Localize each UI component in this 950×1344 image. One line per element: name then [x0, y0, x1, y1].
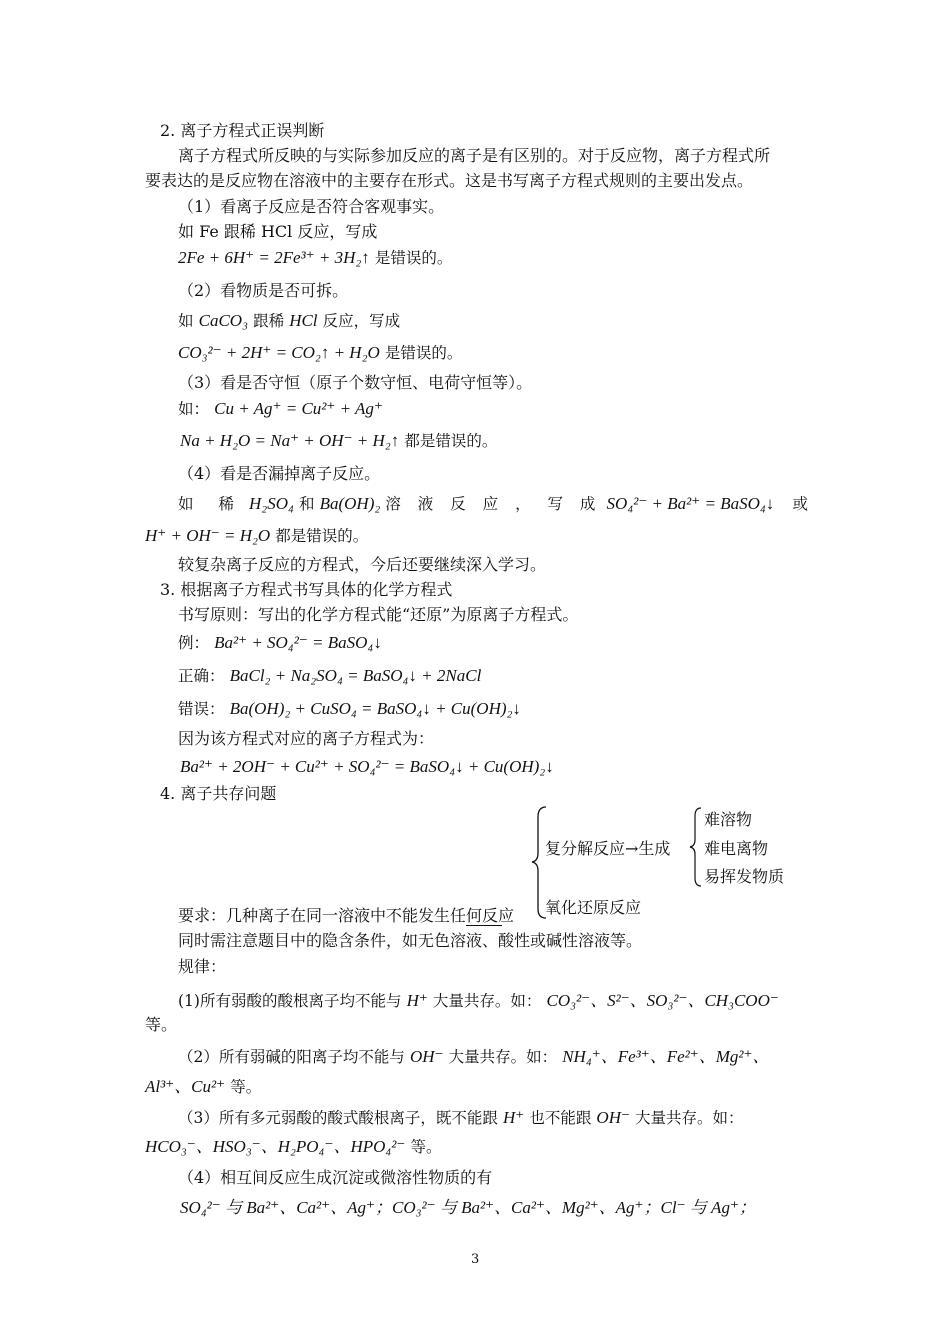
equation: Cu + Ag⁺ = Cu²⁺ + Ag⁺ [214, 399, 383, 418]
law-4: （4）相互间反应生成沉淀或微溶性物质的有 [178, 1168, 493, 1187]
equation: BaCl₂ + Na₂SO₄ = BaSO₄↓ + 2NaCl [229, 666, 482, 685]
tree-branch: 复分解反应→生成 [545, 839, 671, 858]
tree-branch: 氧化还原反应 [545, 898, 642, 917]
law-2-cont: Al³⁺、Cu²⁺ 等。 [145, 1077, 262, 1096]
equation-line: 错误： Ba(OH)₂ + CuSO₄ = BaSO₄↓ + Cu(OH)₂↓ [178, 699, 521, 718]
requirement: 要求：几种离子在同一溶液中不能发生任何反应 [178, 906, 515, 925]
law-3: （3）所有多元弱酸的酸式酸根离子，既不能跟 H⁺ 也不能跟 OH⁻ 大量共存。如： [178, 1108, 744, 1127]
paragraph-line: 因为该方程式对应的离子方程式为： [178, 729, 435, 748]
underline [466, 925, 502, 926]
equation-line: 正确： BaCl₂ + Na₂SO₄ = BaSO₄↓ + 2NaCl [178, 666, 482, 685]
paragraph-line: 要表达的是反应物在溶液中的主要存在形式。这是书写离子方程式规则的主要出发点。 [145, 171, 754, 190]
equation-line [180, 756, 554, 778]
law-4-list: SO₄²⁻ 与 Ba²⁺、Ca²⁺、Ag⁺；CO₃²⁻ 与 Ba²⁺、Ca²⁺、Mg²⁺、Ag⁺；Cl⁻ 与 Ag⁺； [180, 1198, 756, 1217]
equation: SO₄²⁻ + Ba²⁺ = BaSO₄↓ [606, 494, 775, 513]
paragraph-line: 较复杂离子反应的方程式，今后还要继续深入学习。 [178, 555, 547, 574]
law-2: （2）所有弱碱的阳离子均不能与 OH⁻ 大量共存。如： NH₄⁺、Fe³⁺、Fe²⁺、Mg²⁺、 [178, 1047, 770, 1066]
equation: Ba(OH)₂ + CuSO₄ = BaSO₄↓ + Cu(OH)₂↓ [229, 699, 521, 718]
equation-line: 2Fe + 6H⁺ = 2Fe³⁺ + 3H₂↑ 是错误的。 [178, 248, 453, 267]
rule-2-example: 如 CaCO₃ 跟稀 HCl 反应，写成 [178, 311, 401, 330]
section-4-title: 4. 离子共存问题 [160, 784, 277, 803]
law-1: (1)所有弱酸的酸根离子均不能与 H⁺ 大量共存。如： CO₃²⁻、S²⁻、SO₃²⁻、CH₃COO⁻ [178, 991, 779, 1010]
page-number: 3 [471, 1252, 480, 1267]
section-2-title: 2. 离子方程式正误判断 [160, 121, 325, 140]
tree-item: 易挥发物质 [704, 867, 785, 886]
rule-3: （3）看是否守恒（原子个数守恒、电荷守恒等）。 [178, 373, 533, 392]
rule-4-example: 如 稀 H₂SO₄ 和 Ba(OH)₂ 溶 液 反 应 ， 写 成 SO₄²⁻ + Ba²⁺ = BaSO₄↓ 或 [178, 494, 808, 513]
equation: H⁺ + OH⁻ = H₂O [145, 526, 271, 545]
tree-item: 难电离物 [704, 839, 769, 858]
paragraph-line: 离子方程式所反映的与实际参加反应的离子是有区别的。对于反应物，离子方程式所 [178, 146, 771, 165]
equation-line: CO₃²⁻ + 2H⁺ = CO₂↑ + H₂O 是错误的。 [178, 343, 463, 362]
formula: HCl [289, 311, 318, 330]
rule-4: （4）看是否漏掉离子反应。 [178, 464, 381, 483]
equation-line: Na + H₂O = Na⁺ + OH⁻ + H₂↑ 都是错误的。 [180, 431, 498, 450]
writing-principle: 书写原则：写出的化学方程式能“还原”为原离子方程式。 [178, 605, 579, 624]
formula: H₂SO₄ [249, 494, 294, 513]
equation: CO₃²⁻ + 2H⁺ = CO₂↑ + H₂O [178, 343, 380, 362]
formula: CaCO₃ [198, 311, 248, 330]
equation-line: H⁺ + OH⁻ = H₂O 都是错误的。 [145, 526, 369, 545]
equation: Na + H₂O = Na⁺ + OH⁻ + H₂↑ [180, 431, 400, 450]
section-3-title: 3. 根据离子方程式书写具体的化学方程式 [160, 580, 453, 599]
law-3-cont: HCO₃⁻、HSO₃⁻、H₂PO₄⁻、HPO₄²⁻ 等。 [145, 1137, 442, 1156]
equation: 2Fe + 6H⁺ = 2Fe³⁺ + 3H₂↑ [178, 248, 370, 267]
law-heading: 规律： [178, 957, 227, 976]
equation: Ba²⁺ + 2OH⁻ + Cu²⁺ + SO₄²⁻ = BaSO₄↓ + Cu(OH)₂↓ [180, 757, 554, 776]
paragraph-line: 等。 [145, 1015, 178, 1034]
formula: Ba(OH)₂ [319, 494, 381, 513]
small-brace-icon [688, 806, 704, 888]
equation: Ba²⁺ + SO₄²⁻ = BaSO₄↓ [214, 633, 382, 652]
paragraph-line: 同时需注意题目中的隐含条件，如无色溶液、酸性或碱性溶液等。 [178, 931, 643, 950]
tree-item: 难溶物 [704, 810, 753, 829]
rule-1-example: 如 Fe 跟稀 HCl 反应，写成 [178, 222, 378, 241]
rule-2: （2）看物质是否可拆。 [178, 281, 349, 300]
equation-line: 例： Ba²⁺ + SO₄²⁻ = BaSO₄↓ [178, 633, 382, 652]
equation-line: 如： Cu + Ag⁺ = Cu²⁺ + Ag⁺ [178, 399, 383, 418]
rule-1: （1）看离子反应是否符合客观事实。 [178, 197, 445, 216]
